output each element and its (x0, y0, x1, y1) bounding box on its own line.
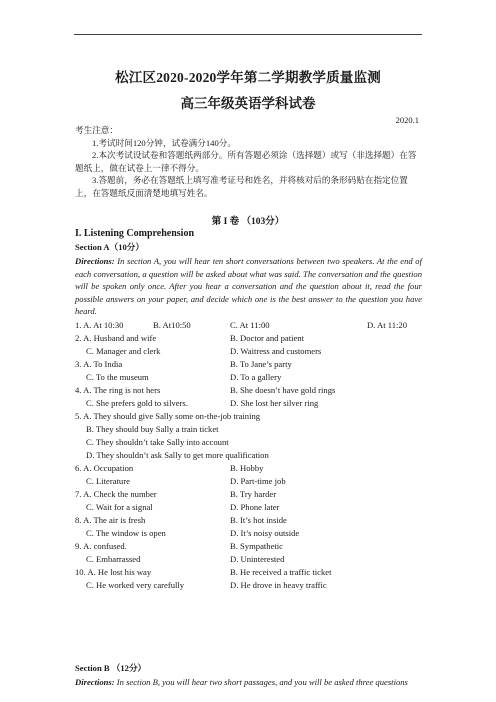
q2-option-c: C. Manager and clerk (86, 346, 161, 356)
top-rule (74, 34, 422, 35)
question-7-row1 (75, 489, 425, 502)
question-3-row2 (75, 372, 425, 385)
q10-option-b: B. He received a traffic ticket (230, 567, 332, 577)
q6-option-d: D. Part-time job (230, 476, 286, 486)
q2-option-d: D. Waitress and customers (230, 346, 322, 356)
question-1 (75, 320, 425, 333)
question-10-row1 (75, 567, 425, 580)
instruction-2: 2.本次考试设试卷和答题纸两部分。所有答题必须涂（选择题）或写（非选择题）在答题纸上，做在试卷上一律不得分。 (75, 150, 417, 173)
question-6-row1 (75, 463, 425, 476)
question-3-row1 (75, 359, 425, 372)
instruction-3: 3.答题前，务必在答题纸上填写准考证号和姓名，并将核对后的条形码贴在指定位置上，在答题纸反面清楚地填写姓名。 (75, 175, 408, 198)
q9-option-b: B. Sympathetic (230, 541, 283, 551)
q4-option-b: B. She doesn’t have gold rings (230, 385, 336, 395)
q5-option-b: B. They should buy Sally a train ticket (86, 424, 219, 434)
section-b-heading: Section B （12分） (75, 663, 147, 673)
q9-option-a: 9. A. confused. (75, 541, 127, 551)
q1-option-c: C. At 11:00 (230, 320, 270, 330)
q7-option-b: B. Try harder (230, 489, 277, 499)
question-9-row2 (75, 554, 425, 567)
question-5-c (75, 437, 425, 450)
q1-option-a: 1. A. At 10:30 (75, 320, 124, 330)
question-2-row1 (75, 333, 425, 346)
question-2-row2 (75, 346, 425, 359)
q9-option-d: D. Uninterested (230, 554, 285, 564)
question-4-row1 (75, 385, 425, 398)
exam-subtitle: 高三年级英语学科试卷 (180, 96, 316, 111)
question-8-row2 (75, 528, 425, 541)
question-4-row2 (75, 398, 425, 411)
q9-option-c: C. Embarrassed (86, 554, 141, 564)
directions-text: In section A, you will hear ten short conversations between two speakers. At the end of each conversation, a question will be asked about what was said. The conversation and the question will be spoken only once. After you hear a conversation and the question about it, read the four possible answers on your paper, and decide which one is the best answer to the question you have heard. (75, 256, 422, 317)
instructions-block (75, 124, 422, 200)
question-9-row1 (75, 541, 425, 554)
q10-option-d: D. He drove in heavy traffic (230, 580, 327, 590)
q4-option-a: 4. A. The ring is not hers (75, 385, 161, 395)
question-8-row1 (75, 515, 425, 528)
q7-option-d: D. Phone later (230, 502, 280, 512)
q5-option-c: C. They shouldn’t take Sally into account (86, 437, 229, 447)
q8-option-a: 8. A. The air is fresh (75, 515, 146, 525)
exam-date: 2020.1 (395, 115, 419, 125)
q5-option-a: 5. A. They should give Sally some on-the-job training (75, 411, 261, 421)
q5-option-d: D. They shouldn’t ask Sally to get more qualification (86, 450, 269, 460)
q10-option-a: 10. A. He lost his way (75, 567, 152, 577)
question-6-row2 (75, 476, 425, 489)
q8-option-c: C. The window is open (86, 528, 166, 538)
q8-option-b: B. It’s hot inside (230, 515, 287, 525)
question-10-row2 (75, 580, 425, 593)
q4-option-d: D. She lost her silver ring (230, 398, 319, 408)
q6-option-a: 6. A. Occupation (75, 463, 134, 473)
q10-option-c: C. He worked very carefully (86, 580, 185, 590)
q3-option-b: B. To Jane’s party (230, 359, 292, 369)
q1-option-b: B. At10:50 (153, 320, 191, 330)
question-7-row2 (75, 502, 425, 515)
exam-title: 松江区2020-2020学年第二学期教学质量监测 (115, 70, 381, 85)
question-5-d (75, 450, 425, 463)
section-b-directions-text: In section B, you will hear two short passages, and you will be asked three questions (114, 677, 408, 687)
section-title: I. Listening Comprehension (75, 228, 195, 239)
question-5-a (75, 411, 425, 424)
instructions-heading: 考生注意： (75, 125, 118, 135)
q1-option-d: D. At 11:20 (367, 320, 408, 330)
part-heading: 第 I 卷 （103分） (211, 217, 285, 227)
q2-option-b: B. Doctor and patient (230, 333, 304, 343)
q8-option-d: D. It’s noisy outside (230, 528, 300, 538)
section-a-directions (75, 255, 422, 318)
section-a-heading: Section A（10分） (75, 242, 144, 252)
question-5-b (75, 424, 425, 437)
q3-option-d: D. To a gallery (230, 372, 282, 382)
q6-option-b: B. Hobby (230, 463, 264, 473)
section-b-directions-label: Directions: (75, 677, 115, 687)
q3-option-a: 3. A. To India (75, 359, 123, 369)
directions-label: Directions: (75, 256, 115, 266)
q3-option-c: C. To the museum (86, 372, 149, 382)
q7-option-c: C. Wait for a signal (86, 502, 153, 512)
q2-option-a: 2. A. Husband and wife (75, 333, 157, 343)
q7-option-a: 7. A. Check the number (75, 489, 157, 499)
instruction-1: 1.考试时间120分钟，试卷满分140分。 (92, 137, 236, 148)
q4-option-c: C. She prefers gold to silvers. (86, 398, 188, 408)
q6-option-c: C. Literature (86, 476, 130, 486)
section-b-directions (75, 677, 425, 687)
